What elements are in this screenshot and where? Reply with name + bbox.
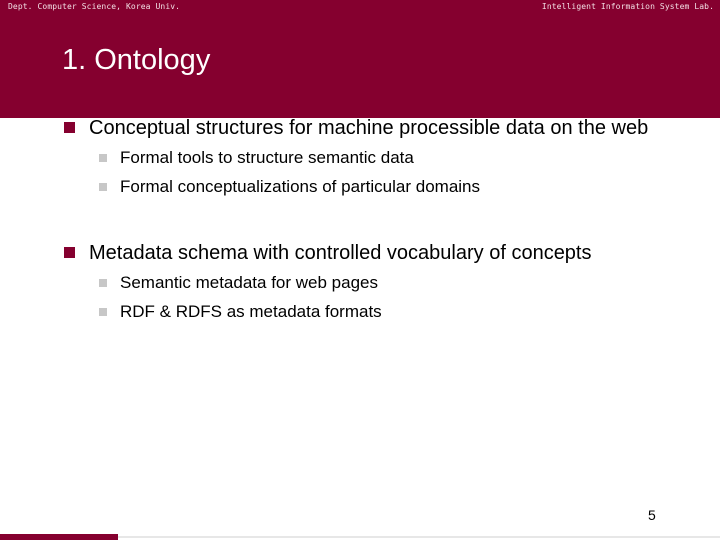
sub-bullet-text: Formal conceptualizations of particular domains [120,177,481,196]
footer-divider [118,536,720,538]
sub-bullet-item [62,297,682,326]
sub-bullet-text: RDF & RDFS as metadata formats [120,302,382,321]
header-affiliation: Dept. Computer Science, Korea Univ. [8,2,181,11]
square-bullet-icon [64,247,75,258]
page-number: 5 [648,507,656,523]
square-bullet-icon [64,122,75,133]
slide-title: 1. Ontology [62,44,211,76]
square-sub-bullet-icon [99,279,107,287]
slide-content [62,114,682,326]
square-sub-bullet-icon [99,154,107,162]
sub-bullet-text: Semantic metadata for web pages [120,273,378,292]
bullet-spacer [62,201,682,239]
square-sub-bullet-icon [99,183,107,191]
sub-bullet-item [62,172,682,201]
header-lab-name: Intelligent Information System Lab. [541,2,714,11]
bullet-text: Conceptual structures for machine processible data on the web [89,117,649,139]
sub-bullet-item [62,268,682,297]
sub-bullet-item [62,143,682,172]
bullet-text: Metadata schema with controlled vocabulary of concepts [89,242,592,264]
footer-accent-bar [0,534,118,540]
slide-header [0,0,720,118]
bullet-item [62,239,682,268]
sub-bullet-text: Formal tools to structure semantic data [120,148,414,167]
square-sub-bullet-icon [99,308,107,316]
bullet-item [62,114,682,143]
